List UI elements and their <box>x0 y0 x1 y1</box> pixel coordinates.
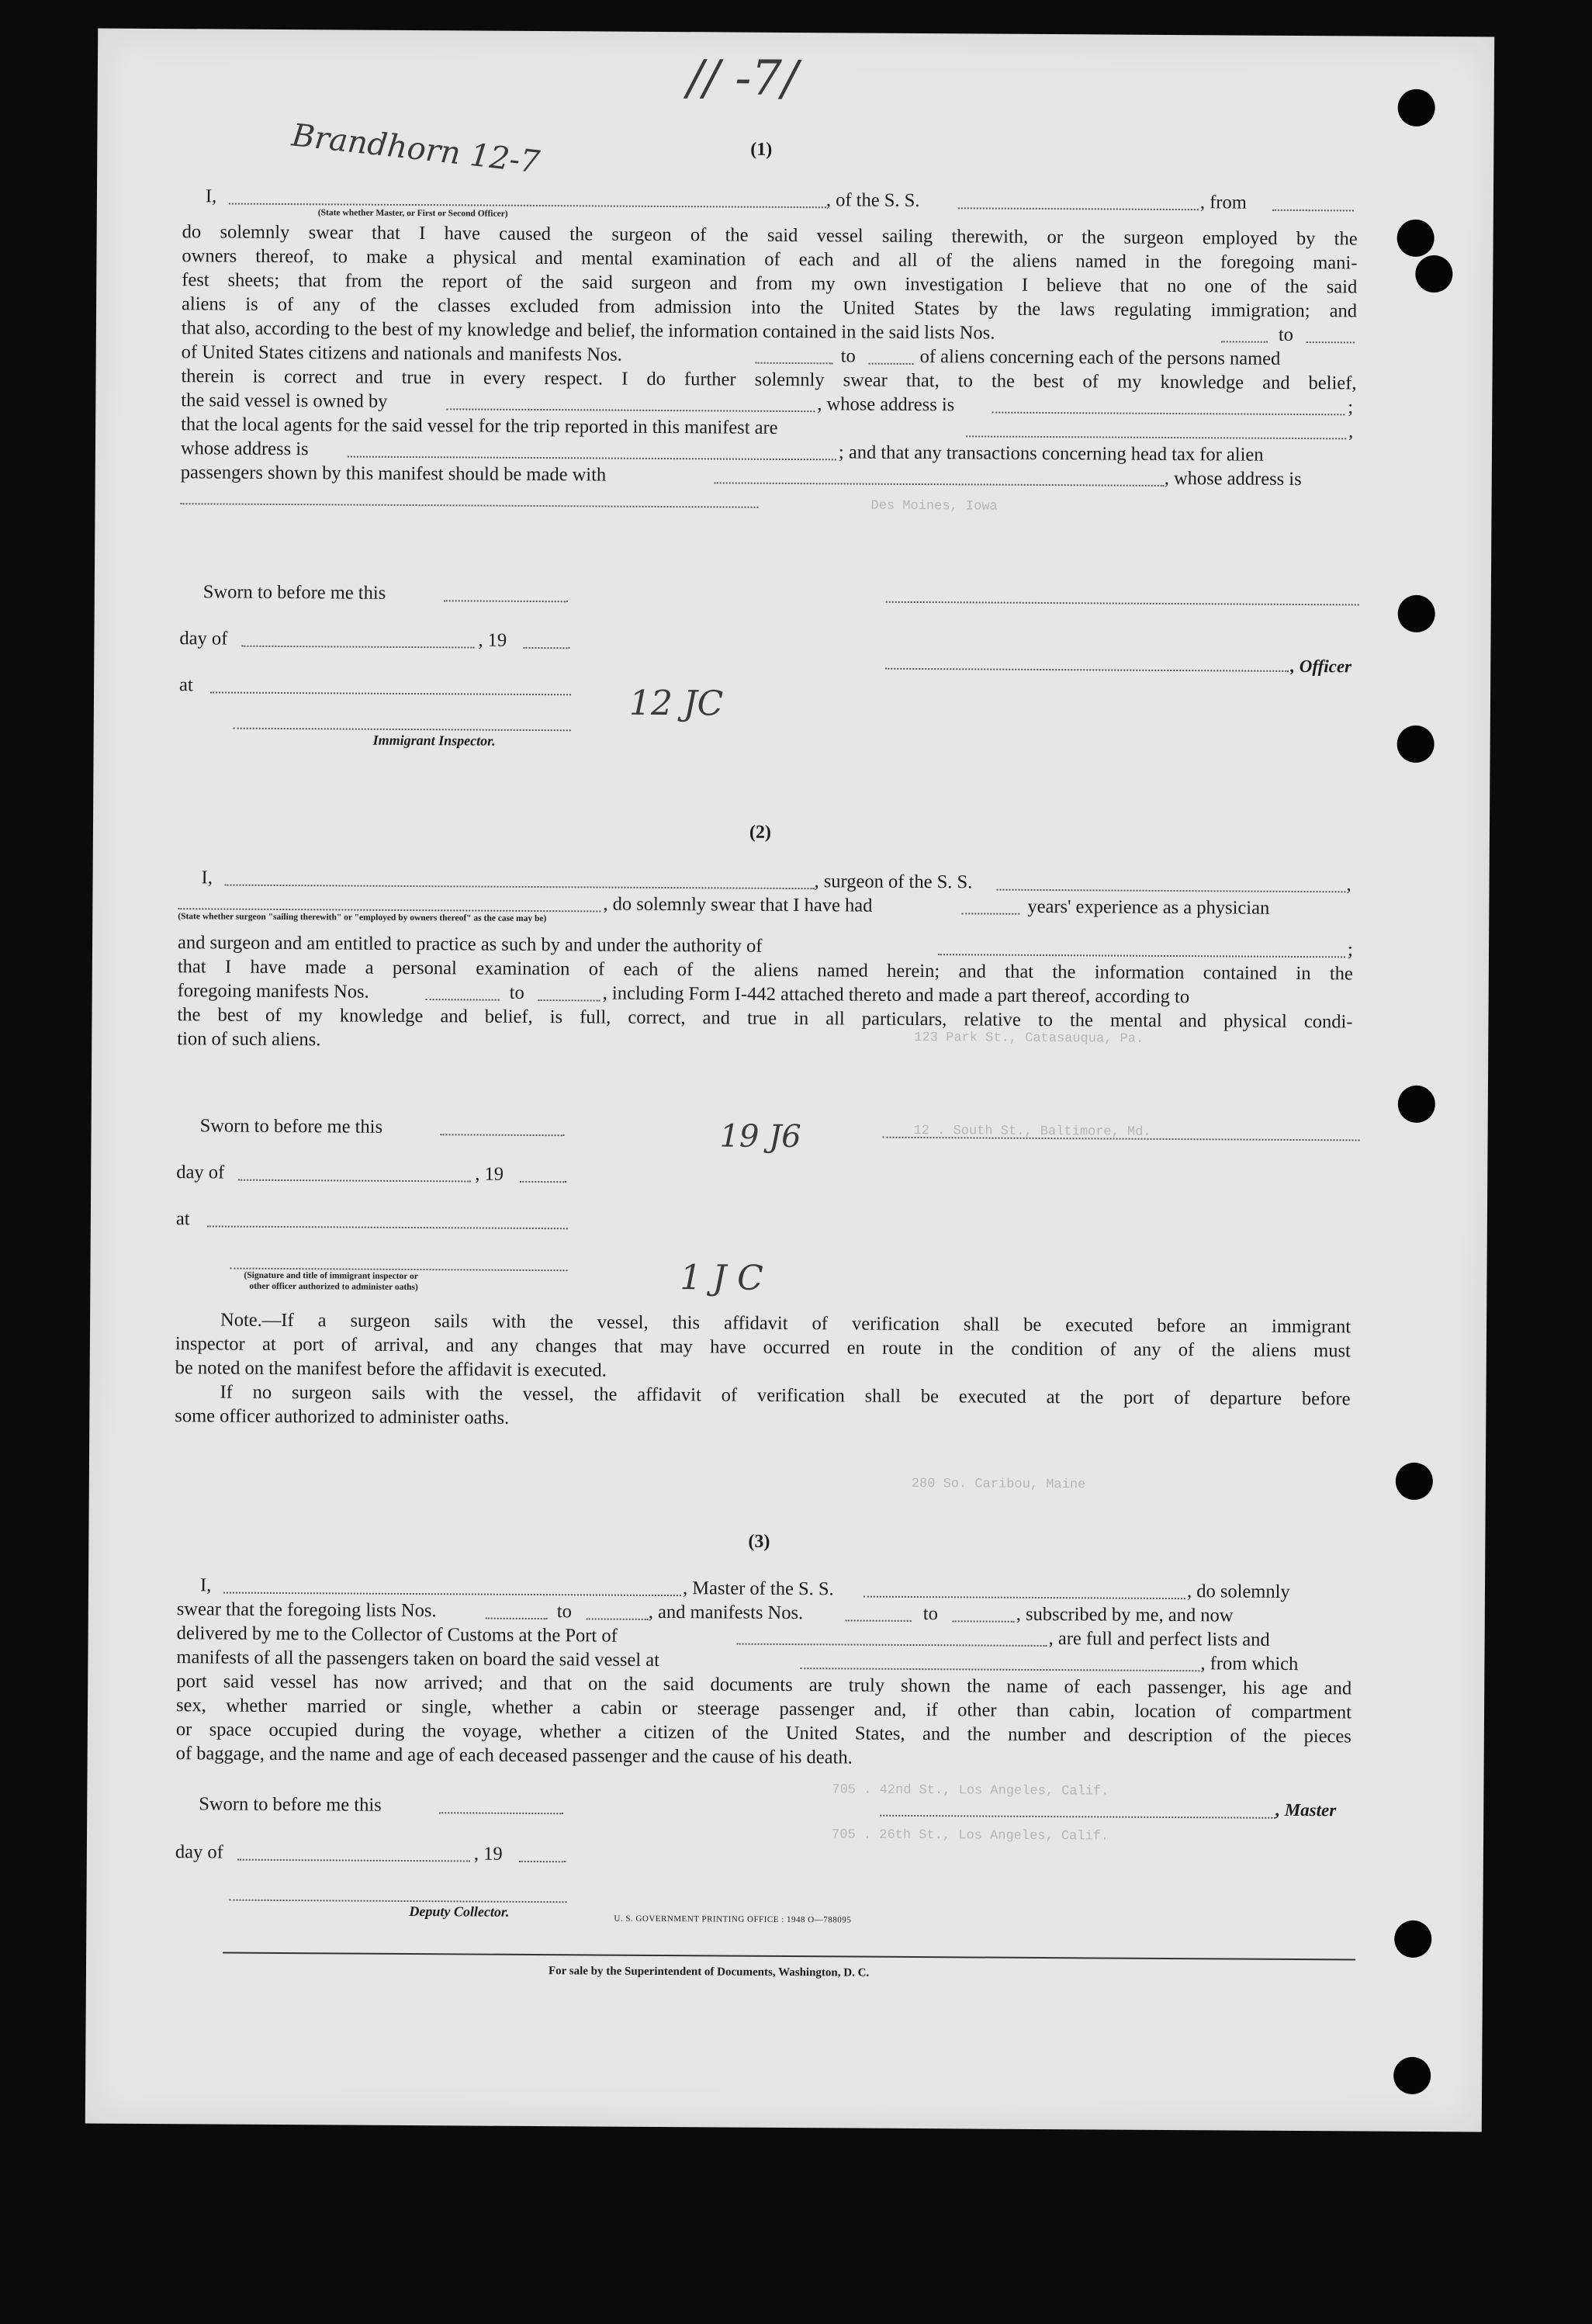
head-tax-text: ; and that any transactions concerning head tax for alien <box>838 442 1264 466</box>
handwritten-number: // -7/ <box>687 49 798 107</box>
surgeon-manifests-from-field[interactable] <box>426 982 500 1001</box>
note-text: inspector at port of arrival, and any changes that may have occurred en route in the condition of any of the aliens must <box>175 1333 1351 1362</box>
day-of-label: day of <box>176 1162 225 1183</box>
citizens-text: of United States citizens and nationals and manifests Nos. <box>181 341 622 365</box>
sale-notice: For sale by the Superintendent of Documents, Washington, D. C. <box>548 1965 870 1979</box>
years-experience-text: years' experience as a physician <box>1027 895 1270 919</box>
punch-hole <box>1397 726 1435 763</box>
punch-hole <box>1393 2057 1431 2094</box>
comma: , <box>1348 421 1354 442</box>
lists-to-label: to <box>1278 324 1294 345</box>
master-name-field[interactable] <box>223 1575 681 1597</box>
owner-field[interactable] <box>446 391 815 412</box>
handwritten-mark: 12 JC <box>628 683 724 724</box>
bleed-through-text: 705 . 26th St., Los Angeles, Calif. <box>832 1827 1109 1844</box>
oath-text-line: owners thereof, to make a physical and mental examination of each and all of the aliens named in the foregoing mani- <box>182 245 1358 274</box>
oath-text-line: aliens is of any of the classes excluded from admission into the United States by the laws regulating immigration; and <box>182 293 1358 322</box>
sworn-label: Sworn to before me this <box>199 1793 382 1816</box>
day-of-label: day of <box>179 628 228 649</box>
year-field[interactable] <box>519 1844 566 1862</box>
oath-text-line: sex, whether married or single, whether a cabin or steerage passenger and, if other than cabin, location of compartment <box>175 1695 1352 1723</box>
surgeon-status-field[interactable] <box>178 891 600 912</box>
lists-to-field[interactable] <box>1306 324 1355 343</box>
oath-text-line: or space occupied during the voyage, whether a citizen of the United States, and the number and description of the pieces <box>175 1719 1351 1747</box>
semicolon: ; <box>1348 397 1354 418</box>
handwritten-mark: 19 J6 <box>719 1118 801 1155</box>
oath-text-line: do solemnly swear that I have caused the surgeon of the said vessel sailing therewith, or the surgeon employed by the <box>182 221 1358 250</box>
year-field[interactable] <box>520 1164 566 1183</box>
sworn-label: Sworn to before me this <box>199 1115 383 1138</box>
year-field[interactable] <box>523 630 569 649</box>
owner-address-field[interactable] <box>992 395 1345 416</box>
manifests-to-field[interactable] <box>869 346 914 365</box>
note-text: If no surgeon sails with the vessel, the affidavit of verification shall be executed at the port of departure before <box>220 1381 1351 1410</box>
agents-field[interactable] <box>966 418 1346 439</box>
delivered-text: delivered by me to the Collector of Customs at the Port of <box>176 1623 618 1647</box>
section-2-number: (2) <box>749 822 772 843</box>
year-label: , 19 <box>473 1843 503 1865</box>
manifests-from-field[interactable] <box>846 1602 912 1622</box>
sworn-date-field[interactable] <box>444 583 568 602</box>
whose-address-text: whose address is <box>180 438 309 460</box>
oath-text-line: therein is correct and true in every respect. I do further solemnly swear that, to the best of my knowledge and belief, <box>181 365 1357 394</box>
bleed-through-text: 12 . South St., Baltimore, Md. <box>913 1123 1151 1140</box>
punch-hole <box>1398 595 1435 632</box>
punch-hole <box>1398 89 1435 126</box>
note-text: some officer authorized to administer oaths. <box>175 1405 510 1429</box>
surgeon-manifests-to-field[interactable] <box>538 982 600 1001</box>
to-label: to <box>922 1603 938 1625</box>
bleed-through-text: 705 . 42nd St., Los Angeles, Calif. <box>832 1782 1109 1799</box>
subscribed-text: , subscribed by me, and now <box>1016 1603 1234 1626</box>
whose-address-end: , whose address is <box>1164 467 1302 490</box>
place-field[interactable] <box>210 674 571 695</box>
to-label: to <box>556 1601 572 1623</box>
punch-hole <box>1396 1463 1433 1500</box>
officer-title-caption: (State whether Master, or First or Second Officer) <box>317 208 508 219</box>
lists-text: that also, according to the best of my knowledge and belief, the information contained in the said lists Nos. <box>181 317 995 344</box>
inspector-label: Immigrant Inspector. <box>372 732 496 749</box>
punch-hole <box>1398 1086 1435 1123</box>
section-3-number: (3) <box>748 1531 770 1552</box>
section-1-number: (1) <box>750 139 773 160</box>
surgeon-of-ss-label: , surgeon of the S. S. <box>814 871 973 893</box>
master-signature-line[interactable] <box>880 1815 1275 1819</box>
master-ship-field[interactable] <box>863 1579 1185 1600</box>
ship-name-field[interactable] <box>958 190 1199 210</box>
port-field[interactable] <box>737 1626 1047 1647</box>
punch-hole <box>1415 255 1452 293</box>
signature-caption: (Signature and title of immigrant inspector or <box>244 1270 418 1282</box>
inspector-signature-line[interactable] <box>234 728 571 732</box>
note-text: be noted on the manifest before the affidavit is executed. <box>175 1357 607 1381</box>
punch-hole <box>1394 1921 1431 1958</box>
handwritten-mark: 1 J C <box>680 1258 763 1298</box>
punch-hole <box>1396 220 1434 257</box>
from-which-text: , from which <box>1200 1653 1299 1675</box>
perfect-lists-text: , are full and perfect lists and <box>1048 1628 1270 1650</box>
agents-address-field[interactable] <box>348 439 836 461</box>
of-ss-label: , of the S. S. <box>825 189 920 212</box>
master-label: , Master <box>1275 1799 1337 1820</box>
officer-title-field[interactable] <box>229 186 826 209</box>
oath-text-line: of baggage, and the name and age of each deceased passenger and the cause of his death. <box>175 1743 853 1768</box>
passengers-text: passengers shown by this manifest should be made with <box>180 462 607 486</box>
deputy-collector-signature-line[interactable] <box>230 1900 567 1903</box>
surgeon-status-caption: (State whether surgeon "sailing therewith" or "employed by owners thereof" as the case may be) <box>178 912 547 924</box>
printing-office-line: U. S. GOVERNMENT PRINTING OFFICE : 1948 O—788095 <box>614 1914 852 1925</box>
years-experience-field[interactable] <box>961 895 1019 914</box>
year-label: , 19 <box>475 1163 504 1185</box>
at-label: at <box>179 674 193 696</box>
comma: , <box>1346 874 1351 895</box>
oath-text-line: tion of such aliens. <box>177 1028 321 1051</box>
solemnly-text: , do solemnly <box>1186 1581 1290 1602</box>
oath-text-line: fest sheets; that from the report of the said surgeon and from my own investigation I believe that no one of the said <box>182 269 1358 298</box>
sworn-date-field[interactable] <box>439 1795 563 1814</box>
semicolon: ; <box>1347 939 1353 961</box>
oath-text-line: that I have made a personal examination of each of the aliens named herein; and that the information contained in the <box>177 956 1353 985</box>
manifests-to-field[interactable] <box>953 1603 1015 1622</box>
to-label: to <box>509 982 524 1003</box>
manifests-text: , and manifests Nos. <box>648 1601 804 1624</box>
agents-text: that the local agents for the said vessel for the trip reported in this manifest are <box>181 414 778 438</box>
manifests-from-field[interactable] <box>756 345 833 365</box>
at-label: at <box>175 1208 190 1230</box>
from-label: , from <box>1199 192 1247 213</box>
pronoun-i: I, <box>201 867 213 888</box>
officer-name-line[interactable] <box>885 668 1289 672</box>
manifests-text: manifests of all the passengers taken on board the said vessel at <box>176 1647 660 1671</box>
month-field[interactable] <box>238 1162 471 1183</box>
sworn-date-field[interactable] <box>441 1117 565 1136</box>
year-label: , 19 <box>478 629 507 651</box>
manifests-to-label: to <box>840 345 856 367</box>
bleed-through-text: Des Moines, Iowa <box>870 498 998 514</box>
authority-text: and surgeon and am entitled to practice as such by and under the authority of <box>177 932 763 957</box>
head-tax-agent-field[interactable] <box>715 465 1165 487</box>
handwritten-note: Brandhorn 12-7 <box>289 117 542 181</box>
owned-text: the said vessel is owned by <box>181 390 388 412</box>
deputy-collector-label: Deputy Collector. <box>409 1903 510 1920</box>
sworn-label: Sworn to before me this <box>202 581 386 604</box>
surgeon-ship-field[interactable] <box>996 872 1345 893</box>
day-of-label: day of <box>175 1841 223 1863</box>
pronoun-i: I, <box>205 185 217 207</box>
owner-address-label: , whose address is <box>817 393 955 416</box>
authority-field[interactable] <box>938 937 1345 958</box>
embark-port-field[interactable] <box>800 1650 1199 1671</box>
pronoun-i: I, <box>199 1574 212 1596</box>
lists-from-field[interactable] <box>1221 324 1268 342</box>
oath-text-line: the best of my knowledge and belief, is full, correct, and true in all particulars, relative to the mental and physical condi- <box>177 1004 1353 1033</box>
bleed-through-text: 123 Park St., Catasauqua, Pa. <box>914 1030 1144 1047</box>
from-port-field[interactable] <box>1272 192 1354 212</box>
oath-text-line: port said vessel has now arrived; and that on the said documents are truly shown the name of each passenger, his age and <box>176 1671 1352 1699</box>
lists-from-field[interactable] <box>486 1601 548 1619</box>
note-text: Note.—If a surgeon sails with the vessel, this affidavit of verification shall be executed before an immigrant <box>220 1309 1351 1338</box>
officer-label: , Officer <box>1290 656 1352 677</box>
place-field[interactable] <box>207 1208 568 1229</box>
head-tax-address-field[interactable] <box>181 486 759 508</box>
officer-signature-line[interactable] <box>886 601 1359 606</box>
bleed-through-text: 280 So. Caribou, Maine <box>911 1476 1086 1493</box>
form-i442-text: , including Form I-442 attached thereto and made a part thereof, according to <box>602 982 1190 1008</box>
month-field[interactable] <box>241 629 474 649</box>
foregoing-text: foregoing manifests Nos. <box>177 980 369 1003</box>
citizens-text-end: of aliens concerning each of the persons named <box>919 346 1281 369</box>
footer-rule <box>223 1952 1355 1961</box>
month-field[interactable] <box>237 1842 470 1862</box>
surgeon-name-field[interactable] <box>225 868 815 890</box>
lists-to-field[interactable] <box>587 1601 649 1619</box>
master-of-ss-label: , Master of the S. S. <box>682 1578 834 1600</box>
signature-caption: other officer authorized to administer oaths) <box>249 1281 418 1293</box>
form-sheet <box>85 29 1494 2132</box>
swear-text: swear that the foregoing lists Nos. <box>176 1598 437 1622</box>
surgeon-swear-text: , do solemnly swear that I have had <box>603 893 873 916</box>
